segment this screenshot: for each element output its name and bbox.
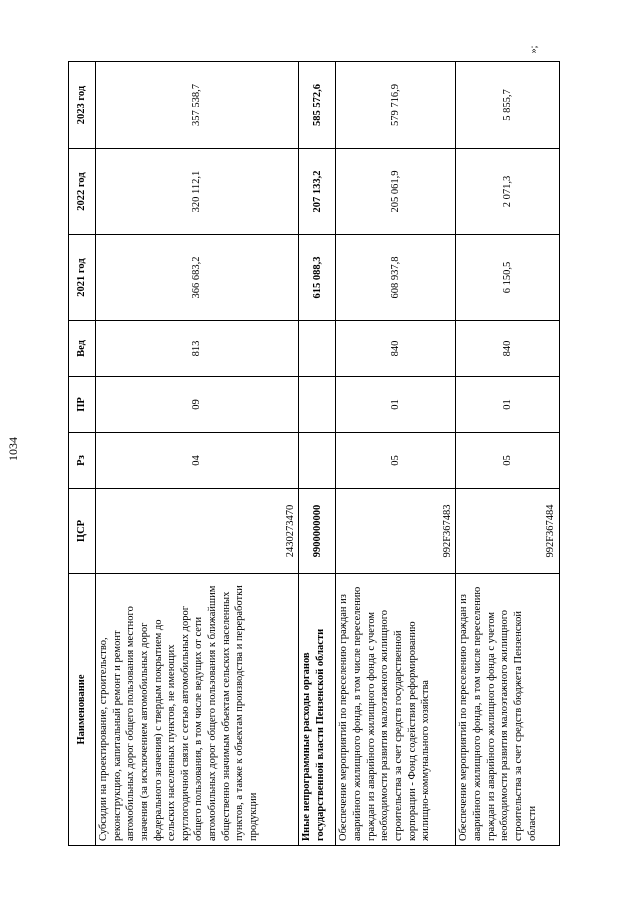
row-2022: 207 133,2 <box>299 149 336 235</box>
row-pr: 09 <box>96 377 299 433</box>
row-rz: 04 <box>96 433 299 489</box>
header-ved: Вед <box>69 321 96 377</box>
row-2023: 357 538,7 <box>96 62 299 149</box>
row-csr: 2430273470 <box>96 489 299 574</box>
header-2022: 2022 год <box>69 149 96 235</box>
row-pr: 01 <box>336 377 456 433</box>
row-pr <box>299 377 336 433</box>
row-2021: 615 088,3 <box>299 235 336 321</box>
row-name: Обеспечение мероприятий по переселению граждан из аварийного жилищного фонда, в том числе переселению граждан из аварийного жилищного фонда с учетом необходимости развития малоэтажного жилищного строительства за счет средств бюджета Пензенской области <box>456 574 560 846</box>
row-2021: 6 150,5 <box>456 235 560 321</box>
table-header-row <box>69 62 96 846</box>
table-row <box>96 62 299 846</box>
budget-table-container <box>68 62 560 846</box>
budget-table <box>68 61 560 846</box>
header-2023: 2023 год <box>69 62 96 149</box>
row-rz <box>299 433 336 489</box>
row-2022: 205 061,9 <box>336 149 456 235</box>
row-csr: 992F367484 <box>456 489 560 574</box>
row-name: Обеспечение мероприятий по переселению граждан из аварийного жилищного фонда, в том числе переселению граждан из аварийного жилищного фонда с учетом необходимости развития малоэтажного жилищного строительства за счет средств государственной корпорации - Фонд содействия реформированию жилищно-коммунального хозяйства <box>336 574 456 846</box>
row-rz: 05 <box>336 433 456 489</box>
header-pr: ПР <box>69 377 96 433</box>
table-row <box>336 62 456 846</box>
table-row-section <box>299 62 336 846</box>
row-2021: 608 937,8 <box>336 235 456 321</box>
row-name: Субсидии на проектирование, строительство, реконструкцию, капитальный ремонт и ремонт автомобильных дорог общего пользования местного значения (за исключением автомобильных дорог федерального значения) с твердым покрытием до сельских населенных пунктов, не имеющих круглогодичной связи с сетью автомобильных дорог общего пользования, в том числе ведущих от сети автомобильных дорог общего пользования к ближайшим общественно значимым объектам сельских населенных пунктов, а также к объектам производства и переработки продукции <box>96 574 299 846</box>
row-name: Иные непрограммные расходы органов государственной власти Пензенской области <box>299 574 336 846</box>
row-rz: 05 <box>456 433 560 489</box>
row-ved: 813 <box>96 321 299 377</box>
table-row <box>456 62 560 846</box>
row-2022: 2 071,3 <box>456 149 560 235</box>
row-ved: 840 <box>336 321 456 377</box>
row-2023: 579 716,9 <box>336 62 456 149</box>
row-csr: 9900000000 <box>299 489 336 574</box>
row-pr: 01 <box>456 377 560 433</box>
row-2021: 366 683,2 <box>96 235 299 321</box>
header-csr: ЦСР <box>69 489 96 574</box>
row-2023: 5 855,7 <box>456 62 560 149</box>
row-csr: 992F367483 <box>336 489 456 574</box>
corner-mark: »; <box>528 45 540 54</box>
header-name: Наименование <box>69 574 96 846</box>
page-number: 1034 <box>6 437 20 461</box>
row-2022: 320 112,1 <box>96 149 299 235</box>
row-2023: 585 572,6 <box>299 62 336 149</box>
row-ved <box>299 321 336 377</box>
row-ved: 840 <box>456 321 560 377</box>
header-2021: 2021 год <box>69 235 96 321</box>
rotated-table-wrapper <box>68 62 560 846</box>
header-rz: Рз <box>69 433 96 489</box>
